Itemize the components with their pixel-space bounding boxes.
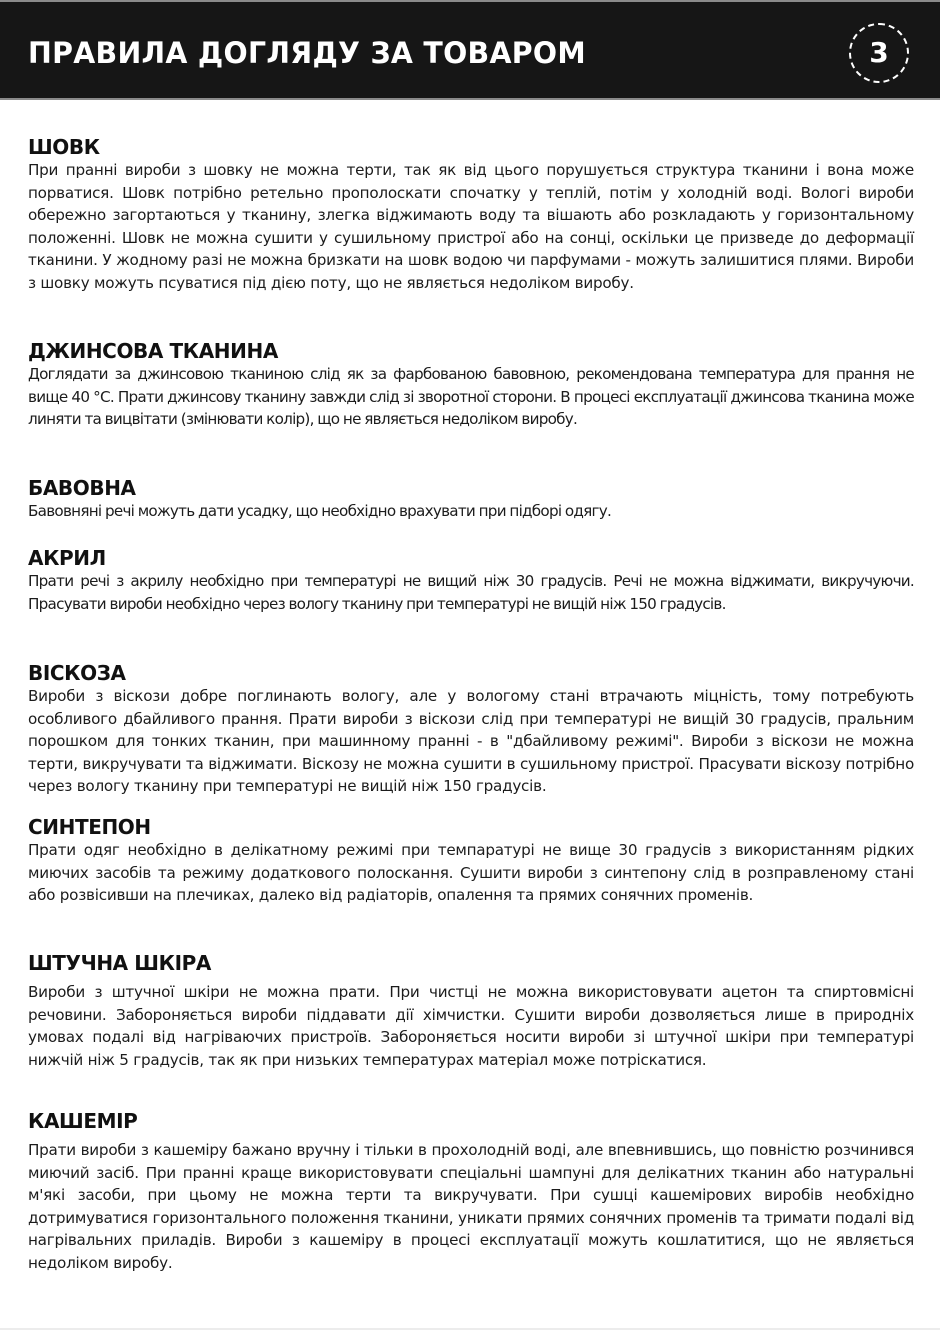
section-cashmere xyxy=(28,1109,914,1275)
section-text: Вироби з віскози добре поглинають вологу, але у вологому стані втрачають міцність, тому потребують особливого дбайливого прання. Прати вироби з віскози слід при температурі не вищій 30 градусів, пральним порошком для тонких тканин, при машинному пранні - в "дбайливому режимі". Вироби з віскози не можна терти, викручувати та віджимати. Віскозу не можна сушити в сушильному пристрої. Прасувати віскозу потрібно через вологу тканину при температурі не вищій ніж 150 градусів. xyxy=(28,687,914,796)
section-viscose xyxy=(28,661,914,798)
section-text: Прати речі з акрилу необхідно при температурі не вищий ніж 30 градусів. Речі не можна віджимати, викручуючи. Прасувати вироби необхідно через вологу тканину при температурі не вищій ніж 150 градусів. xyxy=(28,572,914,613)
section-heading: ДЖИНСОВА ТКАНИНА xyxy=(28,339,278,363)
section-cotton xyxy=(28,476,914,523)
section-acrylic xyxy=(28,546,914,615)
section-denim xyxy=(28,339,914,431)
section-text: Прати одяг необхідно в делікатному режимі при темпаратурі не вище 30 градусів з використанням рідких миючих засобів та режиму додаткового полоскання. Сушити вироби з синтепону слід в розправленому стані або розвісивши на плечиках, далеко від радіаторів, опалення та прямих сонячних променів. xyxy=(28,841,914,905)
section-heading: ШТУЧНА ШКІРА xyxy=(28,951,211,975)
section-text: Вироби з штучної шкіри не можна прати. При чистці не можна використовувати ацетон та спиртовмісні речовини. Забороняється вироби піддавати дії хімчистки. Сушити вироби дозволяється лише в природніх умовах подалі від нагріваючих пристроїв. Забороняється носити вироби зі штучної шкіри при температурі нижчій ніж 5 градусів, так як при низьких температурах матеріал може потріскатися. xyxy=(28,983,914,1069)
section-heading: ВІСКОЗА xyxy=(28,661,126,685)
page-number-badge xyxy=(849,23,909,83)
section-heading: БАВОВНА xyxy=(28,476,136,500)
section-heading: СИНТЕПОН xyxy=(28,815,151,839)
page-header xyxy=(0,2,940,100)
section-heading: АКРИЛ xyxy=(28,546,106,570)
page-number: 3 xyxy=(869,36,889,69)
section-silk xyxy=(28,135,914,295)
page-title: ПРАВИЛА ДОГЛЯДУ ЗА ТОВАРОМ xyxy=(28,36,586,70)
section-faux-leather xyxy=(28,951,914,1071)
section-heading: ШОВК xyxy=(28,135,100,159)
section-text: Бавовняні речі можуть дати усадку, що необхідно врахувати при підборі одягу. xyxy=(28,502,612,520)
section-text: Прати вироби з кашеміру бажано вручну і тільки в прохолодній воді, але впевнившись, що повністю розчинився миючий засіб. При пранні краще використовувати спеціальні шампуні для делікатних тканин або натуральні м'які засоби, при цьому не можна терти та викручувати. При сушці кашемірових виробів необхідно дотримуватися горизонтального положення тканини, уникати прямих сонячних променів та тримати подалі від нагрівальних приладів. Вироби з кашеміру в процесі експлуатації можуть кошлатитися, що не являється недоліком виробу. xyxy=(28,1141,914,1272)
section-heading: КАШЕМІР xyxy=(28,1109,138,1133)
section-text: При пранні вироби з шовку не можна терти, так як від цього порушується структура тканини і вона може порватися. Шовк потрібно ретельно прополоскати спочатку у теплій, потім у холодній воді. Вологі вироби обережно загортаються у тканину, злегка віджимають воду та вішають або розкладають у горизонтальному положенні. Шовк не можна сушити у сушильному пристрої або на сонці, оскільки це призведе до деформації тканини. У жодному разі не можна бризкати на шовк водою чи парфумами - можуть залишитися плями. Вироби з шовку можуть псуватися під дією поту, що не являється недоліком виробу. xyxy=(28,161,914,292)
section-text: Доглядати за джинсовою тканиною слід як за фарбованою бавовною, рекомендована температура для прання не вище 40 °C. Прати джинсову тканину завжди слід зі зворотної сторони. В процесі експлуатації джинсова тканина може линяти та вицвітати (змінювати колір), що не являється недоліком виробу. xyxy=(28,365,914,429)
section-sintepon xyxy=(28,815,914,907)
